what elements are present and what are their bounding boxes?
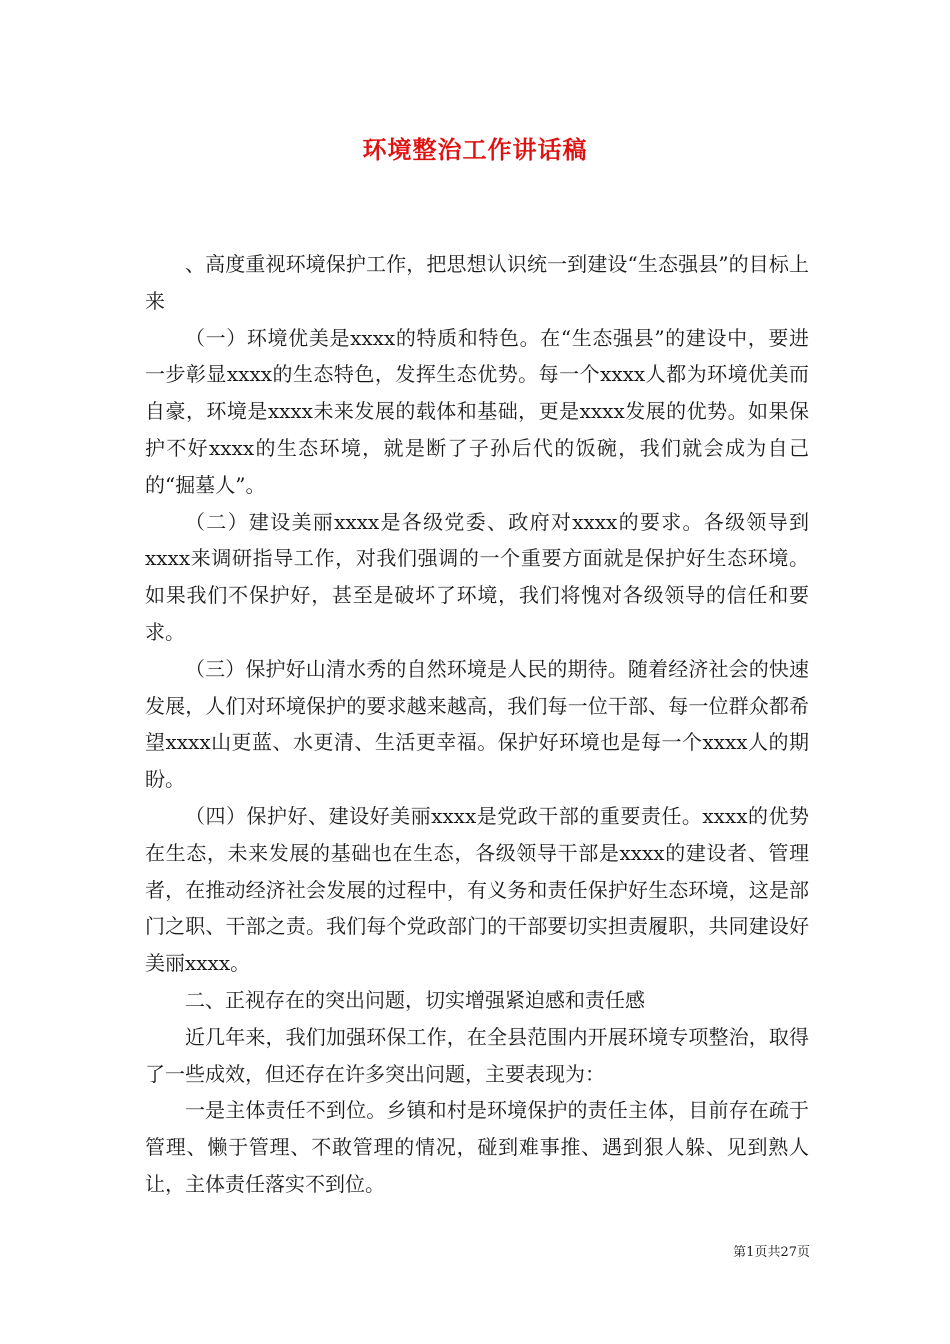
paragraph-section-two-heading: 二、正视存在的突出问题，切实增强紧迫感和责任感 <box>185 987 645 1012</box>
paragraph-item-four: （四）保护好、建设好美丽xxxx是党政干部的重要责任。xxxx的优势在生态，未来发展的基础也在生态，各级领导干部是xxxx的建设者、管理者，在推动经济社会发展的过程中，有义务和责任保护好生态环境，这是部门之职、干部之责。我们每个党政部门的干部要切实担责履职，共同建设好美丽xxxx。 <box>145 803 809 976</box>
document-title: 环境整治工作讲话稿 <box>362 136 588 164</box>
paragraph-item-three: （三）保护好山清水秀的自然环境是人民的期待。随着经济社会的快速发展，人们对环境保护的要求越来越高，我们每一位干部、每一位群众都希望xxxx山更蓝、水更清、生活更幸福。保护好环境也是每一个xxxx人的期盼。 <box>145 656 809 792</box>
document-body <box>145 246 809 1203</box>
paragraph-item-two: （二）建设美丽xxxx是各级党委、政府对xxxx的要求。各级领导到xxxx来调研指导工作，对我们强调的一个重要方面就是保护好生态环境。如果我们不保护好，甚至是破坏了环境，我们将愧对各级领导的信任和要求。 <box>145 509 809 644</box>
paragraph-item-one: （一）环境优美是xxxx的特质和特色。在“生态强县”的建设中，要进一步彰显xxxx的生态特色，发挥生态优势。每一个xxxx人都为环境优美而自豪，环境是xxxx未来发展的载体和基础，更是xxxx发展的优势。如果保护不好xxxx的生态环境，就是断了子孙后代的饭碗，我们就会成为自己的“掘墓人”。 <box>145 325 809 497</box>
page-number-footer: 第1页共27页 <box>733 1245 810 1260</box>
paragraph-problem-one: 一是主体责任不到位。乡镇和村是环境保护的责任主体，目前存在疏于管理、懒于管理、不敢管理的情况，碰到难事推、遇到狠人躲、见到熟人让，主体责任落实不到位。 <box>145 1098 809 1196</box>
paragraph-intro-problems: 近几年来，我们加强环保工作，在全县范围内开展环境专项整治，取得了一些成效，但还存在许多突出问题，主要表现为： <box>145 1024 809 1086</box>
paragraph-section-one-heading: 、高度重视环境保护工作，把思想认识统一到建设“生态强县”的目标上来 <box>145 252 809 313</box>
